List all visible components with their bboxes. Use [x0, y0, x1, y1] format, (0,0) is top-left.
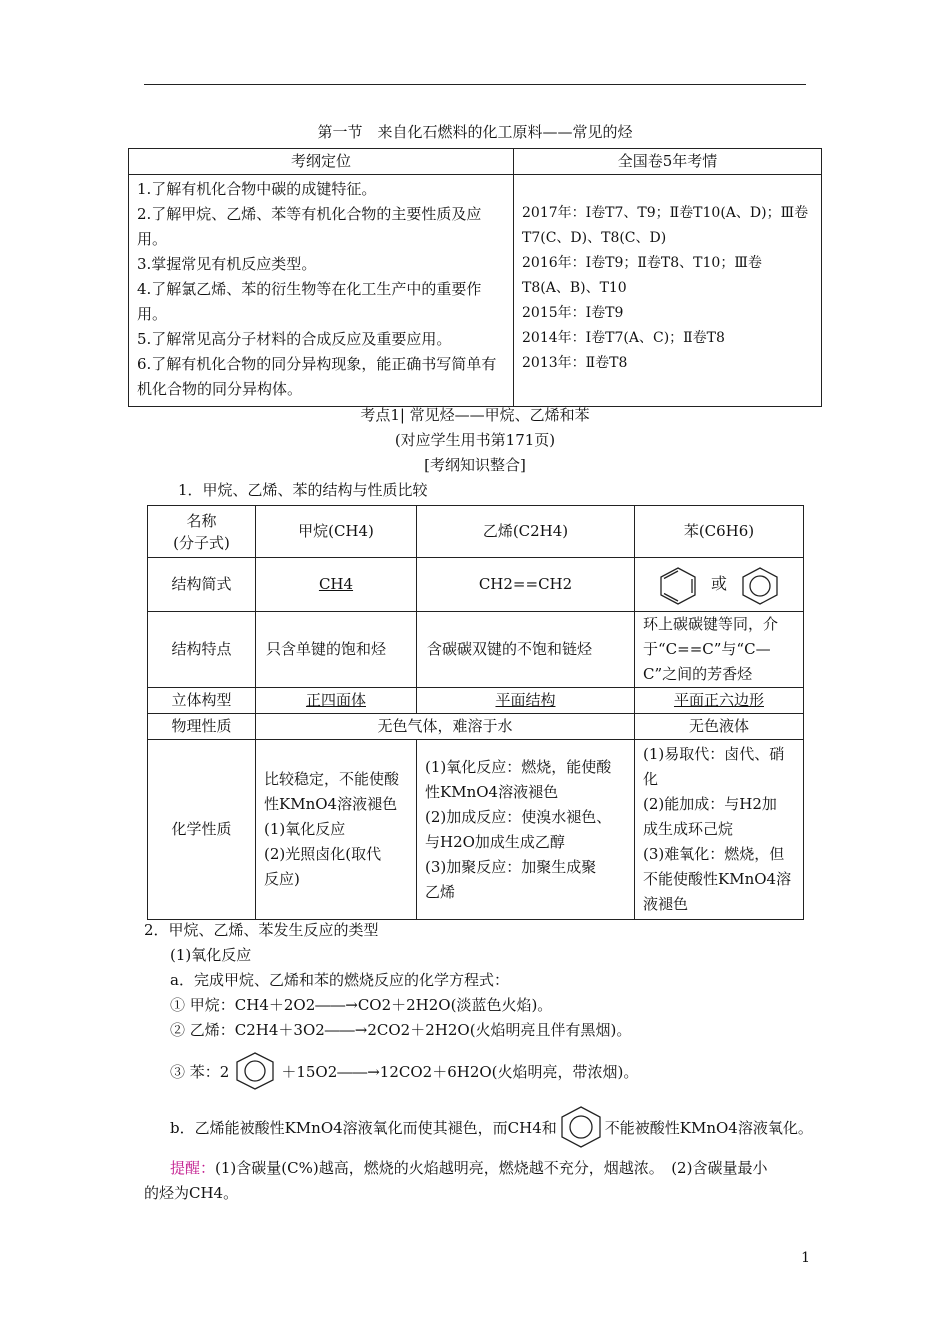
chem-line: (2)光照卤化(取代 — [264, 845, 382, 863]
header-methane: 甲烷(CH4) — [256, 506, 417, 558]
ethylene-formula: CH2==CH2 — [417, 558, 635, 612]
chem-line: 乙烯 — [425, 882, 456, 901]
benzene-formula-cell — [635, 558, 804, 612]
syllabus-header-left: 考纲定位 — [129, 149, 514, 175]
equation-benzene — [170, 1050, 638, 1092]
benzene-feature: 环上碳碳键等同，介于“C==C”与“C—C”之间的芳香烃 — [635, 612, 804, 688]
chem-line: (1)氧化反应：燃烧，能使酸 — [425, 757, 612, 776]
ethylene-feature: 含碳碳双键的不饱和链烃 — [417, 612, 635, 688]
exam-record: 2014年：Ⅰ卷T7(A、C)；Ⅱ卷T8 — [522, 330, 725, 346]
benzene-geometry: 平面正六边形 — [673, 691, 764, 709]
kaodian-title: 考点1| 常见烃——甲烷、乙烯和苯 — [360, 406, 590, 424]
header-name: 名称 (分子式) — [148, 506, 256, 558]
chem-line: (1)易取代：卤代、硝 — [643, 745, 785, 763]
row-label-structure-formula: 结构简式 — [148, 558, 256, 612]
section-title: 第一节 来自化石燃料的化工原料——常见的烃 — [317, 123, 633, 141]
header-rule — [144, 84, 806, 85]
benzene-circle-icon — [738, 565, 782, 605]
syllabus-item: 2.了解甲烷、乙烯、苯等有机化合物的主要性质及应用。 — [137, 205, 482, 248]
hint-label: 提醒： — [170, 1159, 216, 1177]
equation-benzene-suffix: ＋15O2――→12CO2＋6H2O(火焰明亮，带浓烟)。 — [281, 1062, 639, 1081]
chem-line: (2)加成反应：使溴水褪色、 — [425, 807, 612, 826]
chem-line: 液褪色 — [643, 895, 689, 913]
header-benzene: 苯(C6H6) — [635, 506, 804, 558]
equation-methane: ① 甲烷：CH4＋2O2――→CO2＋2H2O(淡蓝色火焰)。 — [170, 996, 553, 1014]
ethylene-geometry: 平面结构 — [495, 691, 556, 709]
methane-feature: 只含单键的饱和烃 — [256, 612, 417, 688]
equation-benzene-prefix: ③ 苯：2 — [170, 1062, 230, 1081]
benzene-physical: 无色液体 — [635, 714, 804, 740]
chem-line: 成生成环己烷 — [643, 820, 734, 838]
row-label-geometry: 立体构型 — [148, 688, 256, 714]
chem-line: (1)氧化反应 — [264, 820, 346, 838]
benzene-ring-icon — [233, 1051, 277, 1091]
chem-line: (3)难氧化：燃烧，但 — [643, 845, 785, 863]
page-reference: (对应学生用书第171页) — [394, 431, 556, 449]
item-b-prefix: b．乙烯能被酸性KMnO4溶液氧化而使其褪色，而CH4和 — [170, 1118, 557, 1137]
exam-record: 2016年：Ⅰ卷T9；Ⅱ卷T8、T10；Ⅲ卷 — [522, 255, 762, 271]
heading-comparison: 1．甲烷、乙烯、苯的结构与性质比较 — [178, 481, 428, 499]
chem-line: 比较稳定，不能使酸 — [264, 770, 400, 788]
chem-line: 不能使酸性KMnO4溶 — [643, 870, 792, 888]
comparison-table — [147, 505, 804, 920]
exam-record: 2017年：Ⅰ卷T7、T9；Ⅱ卷T10(A、D)；Ⅲ卷 — [522, 205, 809, 221]
syllabus-left-cell — [129, 175, 514, 407]
row-label-physical: 物理性质 — [148, 714, 256, 740]
methane-geometry: 正四面体 — [305, 691, 366, 709]
benzene-kekule-icon — [656, 565, 700, 605]
sub-heading-oxidation: (1)氧化反应 — [170, 946, 252, 964]
chem-line: 与H2O加成生成乙醇 — [425, 832, 565, 851]
header-ethylene: 乙烯(C2H4) — [417, 506, 635, 558]
item-b-suffix: 不能被酸性KMnO4溶液氧化。 — [604, 1118, 813, 1137]
page-number: 1 — [801, 1250, 810, 1266]
chem-line: 性KMnO4溶液褪色 — [425, 782, 559, 801]
exam-record: T8(A、B)、T10 — [522, 280, 627, 296]
syllabus-table — [128, 148, 822, 407]
methane-chemical — [256, 740, 417, 920]
or-text: 或 — [710, 573, 727, 593]
chem-line: 反应) — [264, 870, 300, 888]
hint-continuation: 的烃为CH4。 — [144, 1184, 239, 1202]
hint-paragraph — [170, 1156, 767, 1181]
syllabus-item: 3.掌握常见有机反应类型。 — [137, 255, 317, 273]
row-label-chemical: 化学性质 — [148, 740, 256, 920]
benzene-chemical — [635, 740, 804, 920]
benzene-ring-icon — [559, 1105, 603, 1149]
exam-record: 2015年：Ⅰ卷T9 — [522, 305, 624, 321]
equation-ethylene: ② 乙烯：C2H4＋3O2――→2CO2＋2H2O(火焰明亮且伴有黑烟)。 — [170, 1021, 632, 1039]
exam-record: T7(C、D)、T8(C、D) — [522, 230, 667, 246]
heading-reaction-types: 2．甲烷、乙烯、苯发生反应的类型 — [144, 921, 379, 939]
syllabus-item: 5.了解常见高分子材料的合成反应及重要应用。 — [137, 330, 452, 348]
item-a: a．完成甲烷、乙烯和苯的燃烧反应的化学方程式： — [170, 971, 509, 989]
methane-ethylene-physical: 无色气体，难溶于水 — [256, 714, 635, 740]
chem-line: 化 — [643, 770, 659, 788]
chem-line: 性KMnO4溶液褪色 — [264, 795, 398, 813]
chem-line: (2)能加成：与H2加 — [643, 795, 777, 813]
syllabus-item: 1.了解有机化合物中碳的成键特征。 — [137, 180, 377, 198]
row-label-structure-feature: 结构特点 — [148, 612, 256, 688]
syllabus-header-right: 全国卷5年考情 — [514, 149, 822, 175]
syllabus-item: 4.了解氯乙烯、苯的衍生物等在化工生产中的重要作用。 — [137, 280, 482, 323]
syllabus-item: 6.了解有机化合物的同分异构现象，能正确书写简单有机化合物的同分异构体。 — [137, 355, 497, 398]
syllabus-right-cell — [514, 175, 822, 407]
ethylene-chemical — [417, 740, 635, 920]
exam-record: 2013年：Ⅱ卷T8 — [522, 355, 628, 371]
hint-text: (1)含碳量(C%)越高，燃烧的火焰越明亮，燃烧越不充分，烟越浓。 (2)含碳量最小 — [215, 1159, 768, 1177]
chem-line: (3)加聚反应：加聚生成聚 — [425, 857, 597, 876]
item-b — [170, 1104, 813, 1150]
knowledge-header: [考纲知识整合] — [424, 456, 526, 474]
methane-formula: CH4 — [318, 575, 354, 593]
